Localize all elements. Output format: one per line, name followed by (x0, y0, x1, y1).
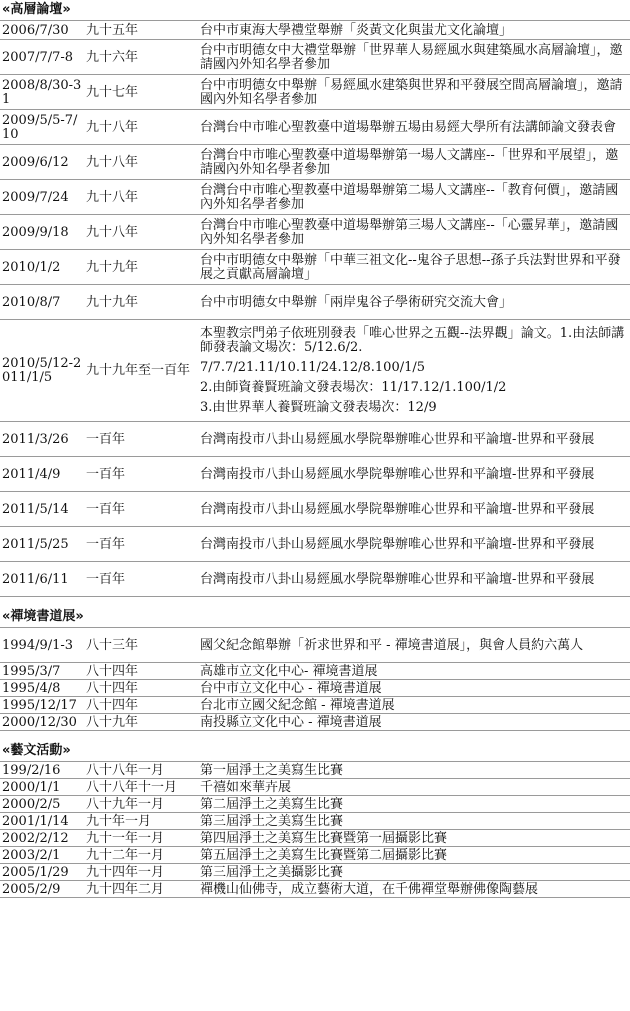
events-table (0, 20, 630, 597)
event-description (198, 562, 630, 597)
event-description (198, 714, 630, 731)
event-description (198, 250, 630, 285)
event-date: 2007/7/7-8 (0, 40, 84, 75)
description-line: 台灣台中市唯心聖教臺中道場舉辦五場由易經大學所有法講師論文發表會 (200, 119, 617, 135)
table-row (0, 779, 630, 796)
event-date: 1995/3/7 (0, 663, 84, 680)
table-row (0, 813, 630, 830)
event-roc-year: 九十八年 (84, 145, 198, 180)
event-date: 2008/8/30-31 (0, 75, 84, 110)
event-date: 2005/1/29 (0, 864, 84, 881)
event-description (198, 813, 630, 830)
table-row (0, 250, 630, 285)
section-arts-activities (0, 741, 630, 898)
events-table (0, 761, 630, 898)
event-roc-year: 九十五年 (84, 21, 198, 40)
event-roc-year: 九十九年至一百年 (84, 320, 198, 422)
description-line: 第三屆淨土之美攝影比賽 (200, 864, 344, 880)
event-date: 2011/3/26 (0, 422, 84, 457)
description-line: 7/7.7/21.11/10.11/24.12/8.100/1/5 (200, 360, 426, 375)
table-row (0, 881, 630, 898)
event-roc-year: 一百年 (84, 422, 198, 457)
section-title: «高層論壇» (2, 2, 71, 17)
event-description (198, 697, 630, 714)
event-description (198, 881, 630, 898)
description-line: 本聖教宗門弟子依班別發表「唯心世界之五觀--法界觀」論文。1.由法師講師發表論文場次：5/12.6/2. (200, 326, 625, 355)
event-roc-year: 九十九年 (84, 250, 198, 285)
description-line: 第四屆淨土之美寫生比賽暨第一屆攝影比賽 (200, 830, 448, 846)
event-date: 2005/2/9 (0, 881, 84, 898)
event-date: 2009/6/12 (0, 145, 84, 180)
table-row (0, 847, 630, 864)
event-description (198, 110, 630, 145)
event-roc-year: 一百年 (84, 562, 198, 597)
event-description (198, 457, 630, 492)
event-description (198, 864, 630, 881)
event-description (198, 527, 630, 562)
table-row (0, 663, 630, 680)
event-description (198, 180, 630, 215)
event-date: 2011/6/11 (0, 562, 84, 597)
event-date: 2011/5/14 (0, 492, 84, 527)
event-roc-year: 九十七年 (84, 75, 198, 110)
event-description (198, 628, 630, 663)
table-row (0, 714, 630, 731)
description-line: 台灣台中市唯心聖教臺中道場舉辦第三場人文講座--「心靈昇華」，邀請國內外知名學者參加 (200, 217, 619, 247)
table-row (0, 680, 630, 697)
event-date: 2003/2/1 (0, 847, 84, 864)
event-roc-year: 八十九年 (84, 714, 198, 731)
event-roc-year: 一百年 (84, 527, 198, 562)
table-row (0, 75, 630, 110)
description-line: 台灣南投市八卦山易經風水學院舉辦唯心世界和平論壇-世界和平發展 (200, 536, 595, 552)
description-line: 第三屆淨土之美寫生比賽 (200, 813, 344, 829)
table-row (0, 422, 630, 457)
event-roc-year: 九十八年 (84, 215, 198, 250)
description-line: 台中市明德女中大禮堂舉辦「世界華人易經風水與建築風水高層論壇」，邀請國內外知名學者參加 (200, 42, 623, 72)
event-roc-year: 九十四年二月 (84, 881, 198, 898)
table-row (0, 40, 630, 75)
section-title: «禪境書道展» (2, 609, 84, 624)
table-row (0, 21, 630, 40)
event-date: 199/2/16 (0, 762, 84, 779)
event-roc-year: 八十八年十一月 (84, 779, 198, 796)
event-roc-year: 一百年 (84, 457, 198, 492)
description-line: 台中市東海大學禮堂舉辦「炎黃文化與蚩尤文化論壇」 (200, 22, 513, 38)
description-line: 台中市立文化中心 - 禪境書道展 (200, 680, 382, 696)
table-row (0, 628, 630, 663)
event-description (198, 422, 630, 457)
table-row (0, 457, 630, 492)
event-date: 2011/4/9 (0, 457, 84, 492)
event-description (198, 285, 630, 320)
event-date: 2009/7/24 (0, 180, 84, 215)
event-date: 1995/4/8 (0, 680, 84, 697)
event-description (198, 215, 630, 250)
table-row (0, 697, 630, 714)
event-roc-year: 八十三年 (84, 628, 198, 663)
description-line: 台灣台中市唯心聖教臺中道場舉辦第二場人文講座--「教育何價」，邀請國內外知名學者參加 (200, 182, 619, 212)
table-row (0, 762, 630, 779)
table-row (0, 864, 630, 881)
event-date: 1995/12/17 (0, 697, 84, 714)
section-title: «藝文活動» (2, 743, 71, 758)
event-date: 2009/9/18 (0, 215, 84, 250)
event-description (198, 492, 630, 527)
event-description (198, 796, 630, 813)
description-line: 台中市明德女中舉辦「易經風水建築與世界和平發展空間高層論壇」，邀請國內外知名學者參加 (200, 77, 623, 107)
events-table (0, 627, 630, 731)
event-roc-year: 八十四年 (84, 680, 198, 697)
description-line: 3.由世界華人養賢班論文發表場次：12/9 (200, 400, 437, 415)
description-line: 台灣南投市八卦山易經風水學院舉辦唯心世界和平論壇-世界和平發展 (200, 571, 595, 587)
description-line: 台灣南投市八卦山易經風水學院舉辦唯心世界和平論壇-世界和平發展 (200, 431, 595, 447)
description-line: 2.由師資養賢班論文發表場次：11/17.12/1.100/1/2 (200, 380, 507, 395)
description-line: 千禧如來華卉展 (200, 779, 292, 795)
event-roc-year: 九十八年 (84, 180, 198, 215)
event-roc-year: 八十八年一月 (84, 762, 198, 779)
table-row (0, 562, 630, 597)
description-line: 國父紀念館舉辦「祈求世界和平 - 禪境書道展」，與會人員約六萬人 (200, 637, 584, 653)
event-roc-year: 八十四年 (84, 697, 198, 714)
event-description (198, 663, 630, 680)
event-roc-year: 九十六年 (84, 40, 198, 75)
table-row (0, 110, 630, 145)
event-date: 2010/5/12-2011/1/5 (0, 320, 84, 422)
description-line: 台中市明德女中舉辦「中華三祖文化--鬼谷子思想--孫子兵法對世界和平發展之貢獻高層論壇」 (200, 252, 621, 282)
event-roc-year: 一百年 (84, 492, 198, 527)
description-line: 第二屆淨土之美寫生比賽 (200, 796, 344, 812)
table-row (0, 180, 630, 215)
description-line: 第五屆淨土之美寫生比賽暨第二屆攝影比賽 (200, 847, 448, 863)
event-description (198, 75, 630, 110)
event-date: 2010/1/2 (0, 250, 84, 285)
table-row (0, 796, 630, 813)
event-description (198, 40, 630, 75)
event-roc-year: 九十二年一月 (84, 847, 198, 864)
description-line: 禪機山仙佛寺，成立藝術大道，在千佛禪堂舉辦佛像陶藝展 (200, 881, 539, 897)
event-roc-year: 九十八年 (84, 110, 198, 145)
event-roc-year: 九十九年 (84, 285, 198, 320)
table-row (0, 215, 630, 250)
event-description (198, 320, 630, 422)
event-date: 2000/2/5 (0, 796, 84, 813)
table-row (0, 527, 630, 562)
description-line: 第一屆淨土之美寫生比賽 (200, 762, 344, 778)
section-calligraphy-exhibition (0, 607, 630, 731)
event-date: 2011/5/25 (0, 527, 84, 562)
description-line: 高雄市立文化中心- 禪境書道展 (200, 663, 378, 679)
description-line: 台灣南投市八卦山易經風水學院舉辦唯心世界和平論壇-世界和平發展 (200, 501, 595, 517)
event-roc-year: 九十四年一月 (84, 864, 198, 881)
description-line: 南投縣立文化中心 - 禪境書道展 (200, 714, 382, 730)
event-date: 2001/1/14 (0, 813, 84, 830)
event-description (198, 779, 630, 796)
event-description (198, 830, 630, 847)
event-date: 2006/7/30 (0, 21, 84, 40)
event-description (198, 21, 630, 40)
table-row (0, 830, 630, 847)
event-description (198, 762, 630, 779)
description-line: 台北市立國父紀念館 - 禪境書道展 (200, 697, 395, 713)
table-row (0, 492, 630, 527)
event-description (198, 680, 630, 697)
event-date: 2009/5/5-7/10 (0, 110, 84, 145)
event-date: 2000/12/30 (0, 714, 84, 731)
description-line: 台灣南投市八卦山易經風水學院舉辦唯心世界和平論壇-世界和平發展 (200, 466, 595, 482)
event-date: 2002/2/12 (0, 830, 84, 847)
event-roc-year: 九十一年一月 (84, 830, 198, 847)
event-roc-year: 九十年一月 (84, 813, 198, 830)
event-roc-year: 八十四年 (84, 663, 198, 680)
table-row (0, 285, 630, 320)
description-line: 台中市明德女中舉辦「兩岸鬼谷子學術研究交流大會」 (200, 294, 513, 310)
table-row (0, 145, 630, 180)
event-date: 1994/9/1-3 (0, 628, 84, 663)
event-date: 2010/8/7 (0, 285, 84, 320)
description-line: 台灣台中市唯心聖教臺中道場舉辦第一場人文講座--「世界和平展望」，邀請國內外知名學者參加 (200, 147, 619, 177)
event-description (198, 847, 630, 864)
event-roc-year: 八十九年一月 (84, 796, 198, 813)
event-date: 2000/1/1 (0, 779, 84, 796)
table-row (0, 320, 630, 422)
event-description (198, 145, 630, 180)
